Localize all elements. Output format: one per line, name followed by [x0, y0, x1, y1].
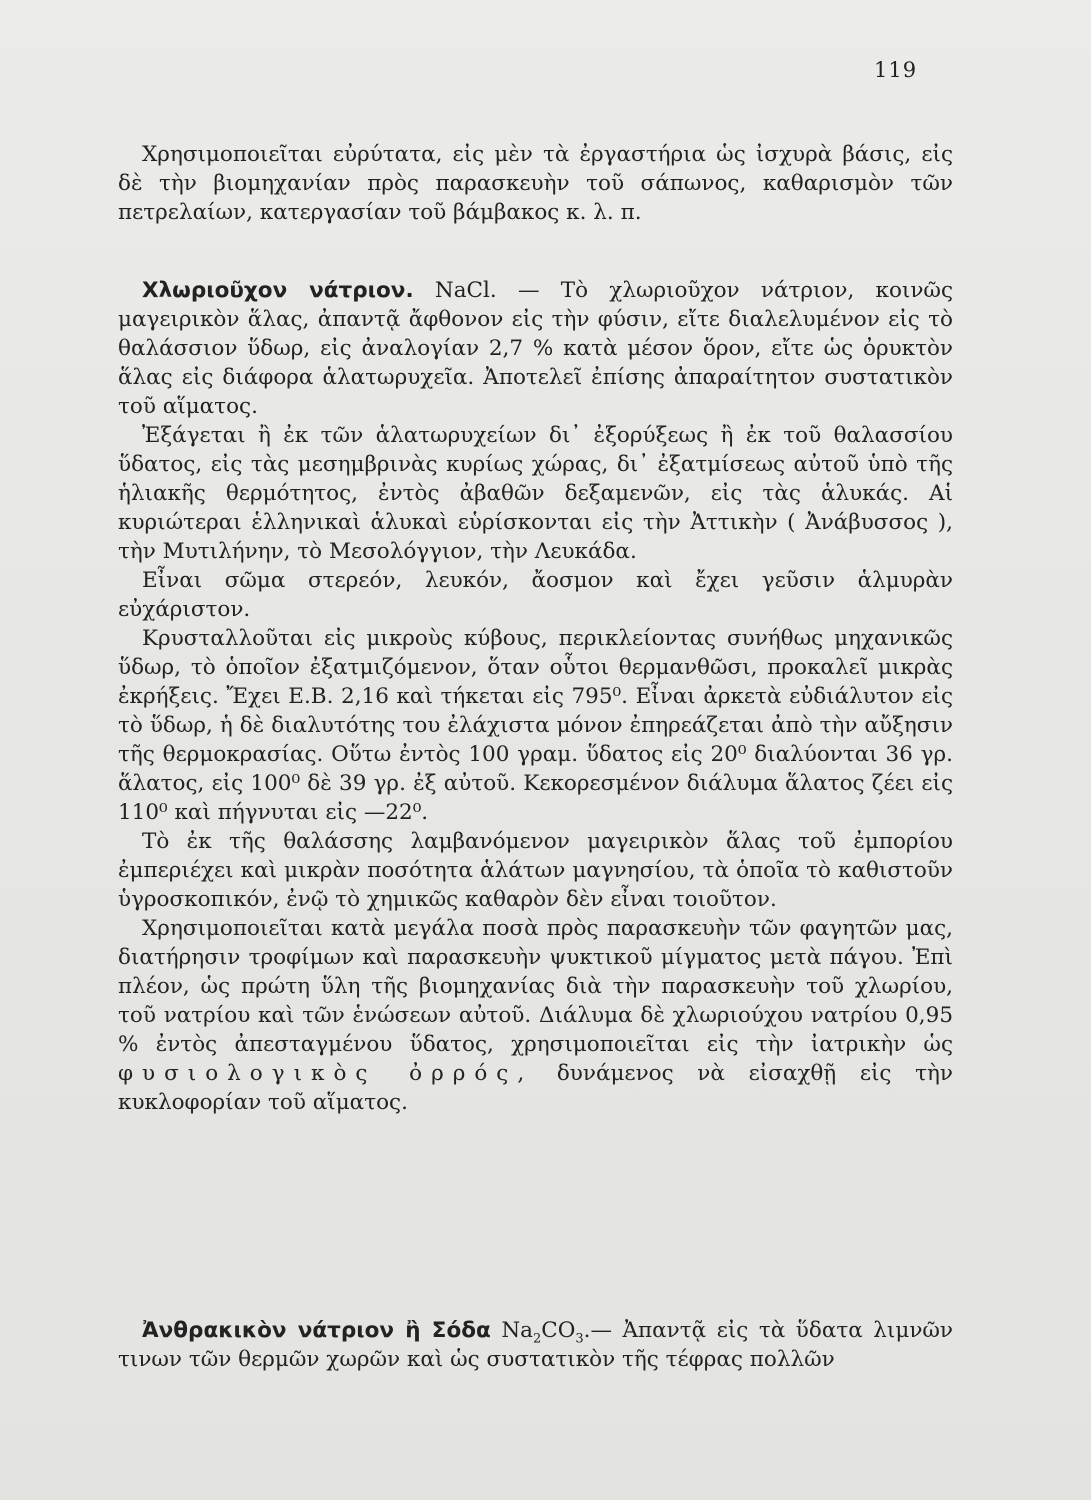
nacl-paragraph-2: Ἐξάγεται ἢ ἐκ τῶν ἁλατωρυχείων δι᾽ ἐξορύξεως ἢ ἐκ τοῦ θαλασσίου ὕδατος, εἰς τὰς μεσημβρινὰς κυρίως χώρας, δι᾽ ἐξατμίσεως αὐτοῦ ὑπὸ τῆς ἡλιακῆς θερμότητος, ἐντὸς ἀβαθῶν δεξαμενῶν, εἰς τὰς ἁλυκάς. Αἱ κυριώτεραι ἑλληνικαὶ ἁλυκαὶ εὑρίσκονται εἰς τὴν Ἀττικὴν ( Ἀνάβυσσος ), τὴν Μυτιλήνην, τὸ Μεσολόγγιον, τὴν Λευκάδα. [118, 423, 953, 564]
soda-formula: $Na_2CO_3$ [501, 1318, 584, 1347]
nacl-paragraph-1 [118, 276, 953, 421]
nacl-paragraph-6-end: δυνάμενος νὰ εἰσαχθῇ εἰς τὴν κυκλοφορίαν τοῦ αἵματος. [118, 1061, 953, 1115]
nacl-paragraph-6 [118, 914, 953, 1117]
soda-paragraph-text: .— Ἀπαντᾷ εἰς τὰ ὕδατα λιμνῶν τινων τῶν θερμῶν χωρῶν καὶ ὡς συστατικὸν τῆς τέφρας πολλῶν [118, 1318, 953, 1372]
soda-paragraph [118, 1316, 953, 1374]
page-number: 119 [874, 58, 918, 82]
intro-section [118, 140, 953, 227]
sodium-carbonate-section [118, 1316, 953, 1374]
nacl-heading: Χλωριοῦχον νάτριον. [142, 278, 414, 303]
nacl-paragraph-3: Εἶναι σῶμα στερεόν, λευκόν, ἄοσμον καὶ ἔχει γεῦσιν ἁλμυρὰν εὐχάριστον. [118, 568, 953, 622]
soda-heading: Ἀνθρακικὸν νάτριον ἢ Σόδα [142, 1318, 491, 1343]
nacl-paragraph-1-text: — Τὸ χλωριοῦχον νάτριον, κοινῶς μαγειρικὸν ἅλας, ἀπαντᾷ ἄφθονον εἰς τὴν φύσιν, εἴτε διαλελυμένον εἰς τὸ θαλάσσιον ὕδωρ, εἰς ἀναλογίαν 2,7 % κατὰ μέσον ὅρον, εἴτε ὡς ὀρυκτὸν ἅλας εἰς διάφορα ἁλατωρυχεῖα. Ἀποτελεῖ ἐπίσης ἀπαραίτητον συστατικὸν τοῦ αἵματος. [118, 278, 954, 419]
nacl-formula: NaCl. [434, 278, 497, 303]
nacl-paragraph-4: Κρυσταλλοῦται εἰς μικροὺς κύβους, περικλείοντας συνήθως μηχανικῶς ὕδωρ, τὸ ὁποῖον ἐξατμιζόμενον, ὅταν οὗτοι θερμανθῶσι, προκαλεῖ μικρὰς ἐκρήξεις. Ἔχει Ε.Β. 2,16 καὶ τήκεται εἰς 795⁰. Εἶναι ἀρκετὰ εὐδιάλυτον εἰς τὸ ὕδωρ, ἡ δὲ διαλυτότης του ἐλάχιστα μόνον ἐπηρεάζεται ἀπὸ τὴν αὔξησιν τῆς θερμοκρασίας. Οὕτω ἐντὸς 100 γραμ. ὕδατος εἰς 20⁰ διαλύονται 36 γρ. ἅλατος, εἰς 100⁰ δὲ 39 γρ. ἐξ αὐτοῦ. Κεκορεσμένον διάλυμα ἅλατος ζέει εἰς 110⁰ καὶ πήγνυται εἰς —22⁰. [118, 626, 953, 825]
sodium-chloride-section [118, 276, 953, 1117]
nacl-paragraph-6-text: Χρησιμοποιεῖται κατὰ μεγάλα ποσὰ πρὸς παρασκευὴν τῶν φαγητῶν μας, διατήρησιν τροφίμων καὶ παρασκευὴν ψυκτικοῦ μίγματος μετὰ πάγου. Ἐπὶ πλέον, ὡς πρώτη ὕλη τῆς βιομηχανίας διὰ τὴν παρασκευὴν τοῦ χλωρίου, τοῦ νατρίου καὶ τῶν ἑνώσεων αὐτοῦ. Διάλυμα δὲ χλωριούχου νατρίου 0,95 % ἐντὸς ἀπεσταγμένου ὕδατος, χρησιμοποιεῖται εἰς τὴν ἰατρικὴν ὡς [118, 916, 953, 1057]
physiological-serum-term: φυσιολογικὸς ὀρρός, [118, 1061, 534, 1086]
intro-paragraph: Χρησιμοποιεῖται εὐρύτατα, εἰς μὲν τὰ ἐργαστήρια ὡς ἰσχυρὰ βάσις, εἰς δὲ τὴν βιομηχανίαν πρὸς παρασκευὴν τοῦ σάπωνος, καθαρισμὸν τῶν πετρελαίων, κατεργασίαν τοῦ βάμβακος κ. λ. π. [118, 142, 953, 225]
nacl-paragraph-5: Τὸ ἐκ τῆς θαλάσσης λαμβανόμενον μαγειρικὸν ἅλας τοῦ ἐμπορίου ἐμπεριέχει καὶ μικρὰν ποσότητα ἁλάτων μαγνησίου, τὰ ὁποῖα τὸ καθιστοῦν ὑγροσκοπικόν, ἐνῷ τὸ χημικῶς καθαρὸν δὲν εἶναι τοιοῦτον. [118, 829, 953, 912]
